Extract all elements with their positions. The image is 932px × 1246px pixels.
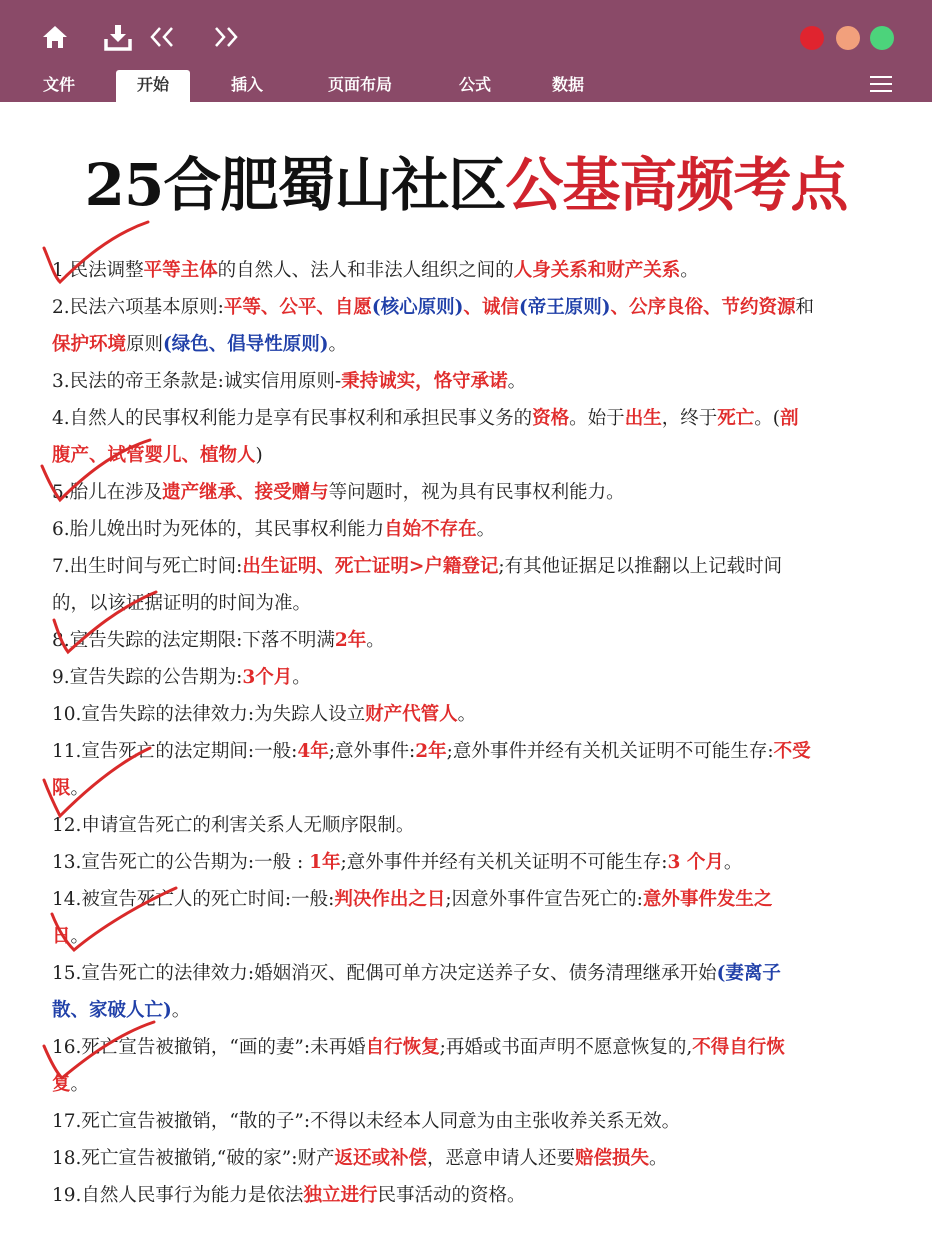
note-line [52, 585, 902, 622]
back-icon[interactable] [146, 22, 180, 52]
note-text: 民事活动的资格。 [377, 1185, 526, 1206]
note-line [52, 252, 902, 289]
highlight-red: 、公序良俗、节约资源 [610, 297, 796, 318]
note-text: 和 [795, 297, 814, 318]
note-line [52, 696, 902, 733]
highlight-red: 2年 [334, 630, 367, 651]
note-line [52, 511, 902, 548]
home-icon[interactable] [40, 22, 70, 52]
tab-formula[interactable]: 公式 [458, 75, 491, 94]
highlight-red: 诚信 [481, 297, 519, 318]
note-line [52, 659, 902, 696]
note-text: 。 [328, 334, 348, 355]
highlight-red: 独立进行 [303, 1185, 378, 1206]
note-text: 等问题时，视为具有民事权利能力。 [328, 482, 625, 503]
note-line [52, 881, 902, 918]
note-text: 16.死亡宣告被撤销，“画的妻”:未再婚 [52, 1037, 366, 1058]
highlight-red: 保护环境 [52, 334, 127, 355]
highlight-red: 死亡 [717, 408, 755, 429]
note-line [52, 548, 902, 585]
highlight-red: 剖 [779, 408, 799, 429]
highlight-red: 自行恢复 [365, 1037, 440, 1058]
note-text: 5.胎儿在涉及 [52, 482, 163, 503]
note-text: 3.民法的帝王条款是:诚实信用原则- [52, 371, 342, 392]
note-text: 11.宣告死亡的法定期间:一般: [52, 741, 298, 762]
note-text: 17.死亡宣告被撤销，“散的子”:不得以未经本人同意为由主张收养关系无效。 [52, 1111, 681, 1132]
highlight-blue: (绿色、倡导性原则) [163, 334, 329, 355]
highlight-red: 人身关系和财产关系 [513, 260, 681, 281]
note-line [52, 1066, 902, 1103]
highlight-red: 出生 [624, 408, 662, 429]
maximize-window-dot[interactable] [870, 26, 894, 50]
tab-data[interactable]: 数据 [551, 75, 584, 94]
note-text: 6.胎儿娩出时为死体的，其民事权利能力 [52, 519, 385, 540]
note-text: 10.宣告失踪的法律效力:为失踪人设立 [52, 704, 366, 725]
highlight-red: 秉持诚实，恪守承诺 [341, 371, 508, 392]
note-text: 。 [457, 704, 477, 725]
highlight-red: 遗产继承、接受赠与 [162, 482, 329, 503]
note-text: ) [255, 445, 263, 466]
note-text: 。 [70, 1074, 90, 1095]
note-text: ;再婚或书面声明不愿意恢复的, [439, 1037, 693, 1058]
download-icon[interactable] [102, 22, 134, 52]
note-line [52, 289, 902, 326]
highlight-blue: (帝王原则) [518, 297, 611, 318]
page-title [0, 138, 932, 222]
note-line [52, 622, 902, 659]
note-text: ，恶意申请人还要 [426, 1148, 575, 1169]
note-text: ;意外事件: [328, 741, 416, 762]
tab-file[interactable]: 文件 [42, 75, 75, 94]
note-line [52, 1029, 902, 1066]
note-text: 18.死亡宣告被撤销,“破的家”:财产 [52, 1148, 335, 1169]
highlight-red: 自始不存在 [384, 519, 477, 540]
note-line [52, 1177, 902, 1214]
highlight-red: 平等主体 [143, 260, 218, 281]
highlight-red: 平等、公平、自愿 [223, 297, 372, 318]
highlight-red: 、 [463, 297, 482, 318]
note-text: 的，以该证据证明的时间为准。 [52, 593, 312, 614]
note-text: 13.宣告死亡的公告期为:一般 : [52, 852, 310, 873]
minimize-window-dot[interactable] [836, 26, 860, 50]
note-text: 14.被宣告死亡人的死亡时间:一般: [52, 889, 335, 910]
highlight-red: 1年 [309, 852, 341, 873]
title-red-part: 公基高频考点 [505, 151, 848, 219]
note-text: 1.民法调整 [52, 260, 144, 281]
highlight-red: 限 [52, 778, 71, 799]
note-text: 。 [70, 778, 90, 799]
note-text: ;有其他证据足以推翻以上记载时间 [498, 556, 783, 577]
note-text: 。 [649, 1148, 668, 1169]
note-text: 12.申请宣告死亡的利害关系人无顺序限制。 [52, 815, 415, 836]
highlight-red: 财产代管人 [365, 704, 458, 725]
note-line [52, 733, 902, 770]
highlight-red: 日 [52, 926, 71, 947]
note-text: ;因意外事件宣告死亡的: [445, 889, 643, 910]
note-text: ;意外事件并经有关机关证明不可能生存: [446, 741, 774, 762]
tab-insert[interactable]: 插入 [230, 75, 263, 94]
note-line [52, 955, 902, 992]
note-line [52, 437, 902, 474]
ribbon-toolbar [0, 0, 932, 102]
note-text: 的自然人、法人和非法人组织之间的 [217, 260, 514, 281]
note-line [52, 1140, 902, 1177]
note-line [52, 474, 902, 511]
highlight-red: 腹产、试管婴儿、植物人 [52, 445, 256, 466]
note-line [52, 363, 902, 400]
highlight-red: 返还或补偿 [334, 1148, 427, 1169]
note-text: 。 [476, 519, 496, 540]
note-line [52, 326, 902, 363]
note-text: 。 [366, 630, 385, 651]
note-text: 。 [70, 926, 90, 947]
note-text: 。 [723, 852, 743, 873]
note-line [52, 400, 902, 437]
note-text: 原则 [126, 334, 164, 355]
highlight-red: 3 个月 [667, 852, 724, 873]
highlight-red: 复 [52, 1074, 71, 1095]
note-text: 。( [754, 408, 780, 429]
note-text: ，终于 [661, 408, 718, 429]
note-line [52, 807, 902, 844]
highlight-red: 不得自行恢 [692, 1037, 785, 1058]
note-text: 7.出生时间与死亡时间: [52, 556, 243, 577]
highlight-red: 资格 [532, 408, 570, 429]
note-text: ;意外事件并经有关机关证明不可能生存: [340, 852, 668, 873]
close-window-dot[interactable] [800, 26, 824, 50]
menu-icon[interactable] [868, 72, 894, 96]
highlight-red: 出生证明、死亡证明>户籍登记 [242, 556, 499, 577]
highlight-blue: (妻离子 [716, 963, 781, 984]
highlight-red: 2年 [415, 741, 447, 762]
note-line [52, 844, 902, 881]
note-text: 9.宣告失踪的公告期为: [52, 667, 243, 688]
title-black-part: 25合肥蜀山社区 [84, 151, 506, 219]
highlight-red: 赔偿损失 [574, 1148, 649, 1169]
highlight-red: 4年 [297, 741, 329, 762]
highlight-blue: (核心原则) [371, 297, 464, 318]
tab-home[interactable]: 开始 [116, 70, 190, 102]
forward-icon[interactable] [208, 22, 242, 52]
note-line [52, 770, 902, 807]
notes-list [52, 252, 902, 1214]
note-line [52, 992, 902, 1029]
highlight-blue: 散、家破人亡) [52, 1000, 172, 1021]
note-line [52, 918, 902, 955]
tab-page-layout[interactable]: 页面布局 [327, 75, 392, 94]
note-text: 。 [507, 371, 527, 392]
highlight-red: 意外事件发生之 [642, 889, 773, 910]
note-text: 。 [171, 1000, 191, 1021]
note-text: 。始于 [569, 408, 625, 429]
note-text: 。 [680, 260, 699, 281]
note-text: 4.自然人的民事权利能力是享有民事权利和承担民事义务的 [52, 408, 533, 429]
highlight-red: 判决作出之日 [334, 889, 446, 910]
note-text: 8.宣告失踪的法定期限:下落不明满 [52, 630, 335, 651]
note-text: 。 [292, 667, 311, 688]
note-text: 2.民法六项基本原则: [52, 297, 224, 318]
highlight-red: 3个月 [242, 667, 293, 688]
highlight-red: 不受 [773, 741, 811, 762]
note-line [52, 1103, 902, 1140]
note-text: 19.自然人民事行为能力是依法 [52, 1185, 304, 1206]
note-text: 15.宣告死亡的法律效力:婚姻消灭、配偶可单方决定送养子女、债务清理继承开始 [52, 963, 717, 984]
